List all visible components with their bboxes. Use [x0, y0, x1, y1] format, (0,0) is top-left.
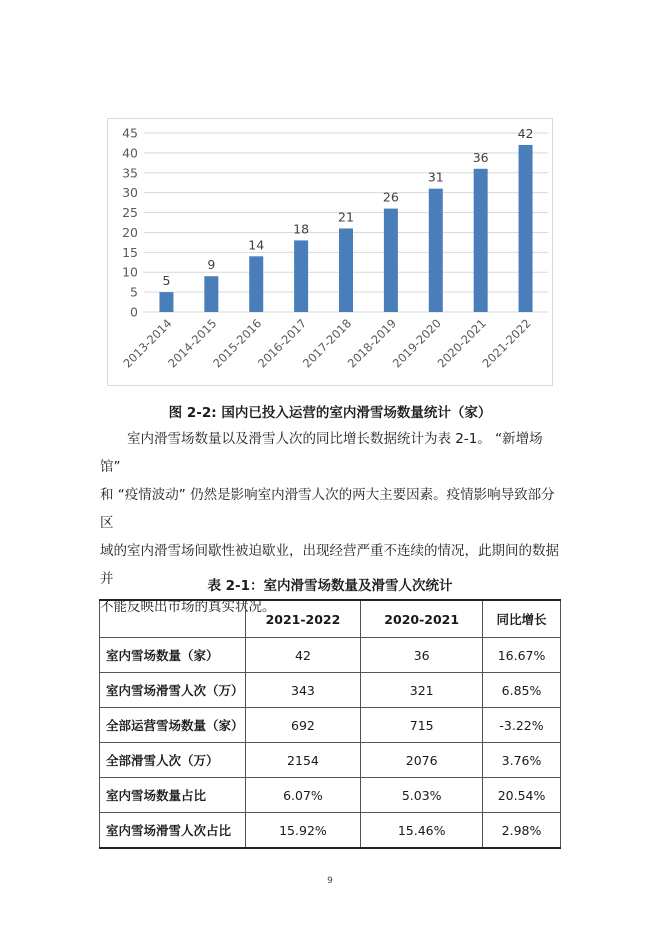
- y-tick-label: 30: [122, 185, 138, 201]
- data-label: 14: [248, 237, 265, 253]
- bar: [294, 240, 308, 312]
- header-cell: 同比增长: [483, 600, 561, 638]
- row-label: 全部运营雪场数量（家）: [100, 708, 246, 743]
- bar-chart: [107, 118, 553, 386]
- statistics-table: [99, 599, 561, 849]
- table-cell: -3.22%: [483, 708, 561, 743]
- y-tick-label: 10: [122, 264, 138, 280]
- table-cell: 5.03%: [361, 778, 483, 813]
- y-tick-label: 0: [130, 304, 138, 320]
- y-tick-label: 20: [122, 224, 138, 240]
- table-cell: 343: [245, 673, 361, 708]
- x-tick-label: 2019-2020: [389, 316, 444, 371]
- bar: [474, 169, 488, 312]
- table-cell: 3.76%: [483, 743, 561, 778]
- header-cell: [100, 600, 246, 638]
- x-tick-label: 2015-2016: [210, 316, 265, 371]
- data-label: 18: [293, 221, 310, 237]
- table-cell: 15.46%: [361, 813, 483, 849]
- header-cell: 2021-2022: [245, 600, 361, 638]
- x-tick-label: 2016-2017: [255, 316, 310, 371]
- x-tick-label: 2021-2022: [479, 316, 534, 371]
- table-cell: 15.92%: [245, 813, 361, 849]
- row-label: 全部滑雪人次（万）: [100, 743, 246, 778]
- bar: [204, 276, 218, 312]
- bar: [159, 292, 173, 312]
- bar: [429, 189, 443, 312]
- x-tick-label: 2014-2015: [165, 316, 220, 371]
- table-cell: 692: [245, 708, 361, 743]
- y-tick-label: 5: [130, 284, 138, 300]
- y-tick-label: 35: [122, 165, 138, 181]
- paragraph-line: 室内滑雪场数量以及滑雪人次的同比增长数据统计为表 2-1。 “新增场馆”: [100, 431, 543, 475]
- table-cell: 16.67%: [483, 638, 561, 673]
- table-cell: 20.54%: [483, 778, 561, 813]
- bar: [339, 228, 353, 312]
- table-cell: 715: [361, 708, 483, 743]
- table-row: [100, 743, 561, 778]
- table-cell: 36: [361, 638, 483, 673]
- figure-caption: 图 2-2: 国内已投入运营的室内滑雪场数量统计（家）: [168, 405, 492, 421]
- table-row: [100, 638, 561, 673]
- x-tick-label: 2017-2018: [299, 316, 355, 371]
- y-tick-label: 45: [122, 125, 138, 141]
- table-cell: 321: [361, 673, 483, 708]
- bar: [384, 209, 398, 312]
- data-label: 26: [382, 189, 399, 205]
- data-label: 9: [207, 257, 216, 273]
- bar: [519, 145, 533, 312]
- table-cell: 2076: [361, 743, 483, 778]
- table-cell: 2154: [245, 743, 361, 778]
- x-tick-label: 2020-2021: [434, 316, 489, 371]
- x-tick-label: 2013-2014: [120, 316, 175, 371]
- table-cell: 42: [245, 638, 361, 673]
- data-label: 5: [162, 273, 171, 289]
- table-header-row: [100, 600, 561, 638]
- table-row: [100, 813, 561, 849]
- table-cell: 6.85%: [483, 673, 561, 708]
- paragraph-line: 不能反映出市场的真实状况。: [100, 599, 276, 615]
- row-label: 室内雪场滑雪人次占比: [100, 813, 246, 849]
- row-label: 室内雪场数量占比: [100, 778, 246, 813]
- y-tick-label: 40: [122, 145, 138, 161]
- paragraph-line: 域的室内滑雪场间歇性被迫歇业，出现经营严重不连续的情况，此期间的数据并: [100, 543, 559, 587]
- x-tick-label: 2018-2019: [344, 316, 400, 371]
- paragraph-line: 和 “疫情波动” 仍然是影响室内滑雪人次的两大主要因素。疫情影响导致部分区: [100, 487, 555, 531]
- table-row: [100, 673, 561, 708]
- table-cell: 2.98%: [483, 813, 561, 849]
- table-row: [100, 778, 561, 813]
- page-number: 9: [327, 876, 333, 886]
- table-caption: 表 2-1：室内滑雪场数量及滑雪人次统计: [207, 578, 453, 594]
- row-label: 室内雪场滑雪人次（万）: [100, 673, 246, 708]
- table-cell: 6.07%: [245, 778, 361, 813]
- header-cell: 2020-2021: [361, 600, 483, 638]
- data-label: 42: [517, 125, 534, 141]
- data-label: 31: [427, 169, 444, 185]
- y-tick-label: 15: [122, 244, 138, 260]
- data-label: 36: [472, 149, 489, 165]
- table-row: [100, 708, 561, 743]
- row-label: 室内雪场数量（家）: [100, 638, 246, 673]
- y-tick-label: 25: [122, 205, 138, 221]
- data-label: 21: [338, 209, 354, 225]
- chart-canvas: [108, 119, 554, 387]
- bar: [249, 256, 263, 312]
